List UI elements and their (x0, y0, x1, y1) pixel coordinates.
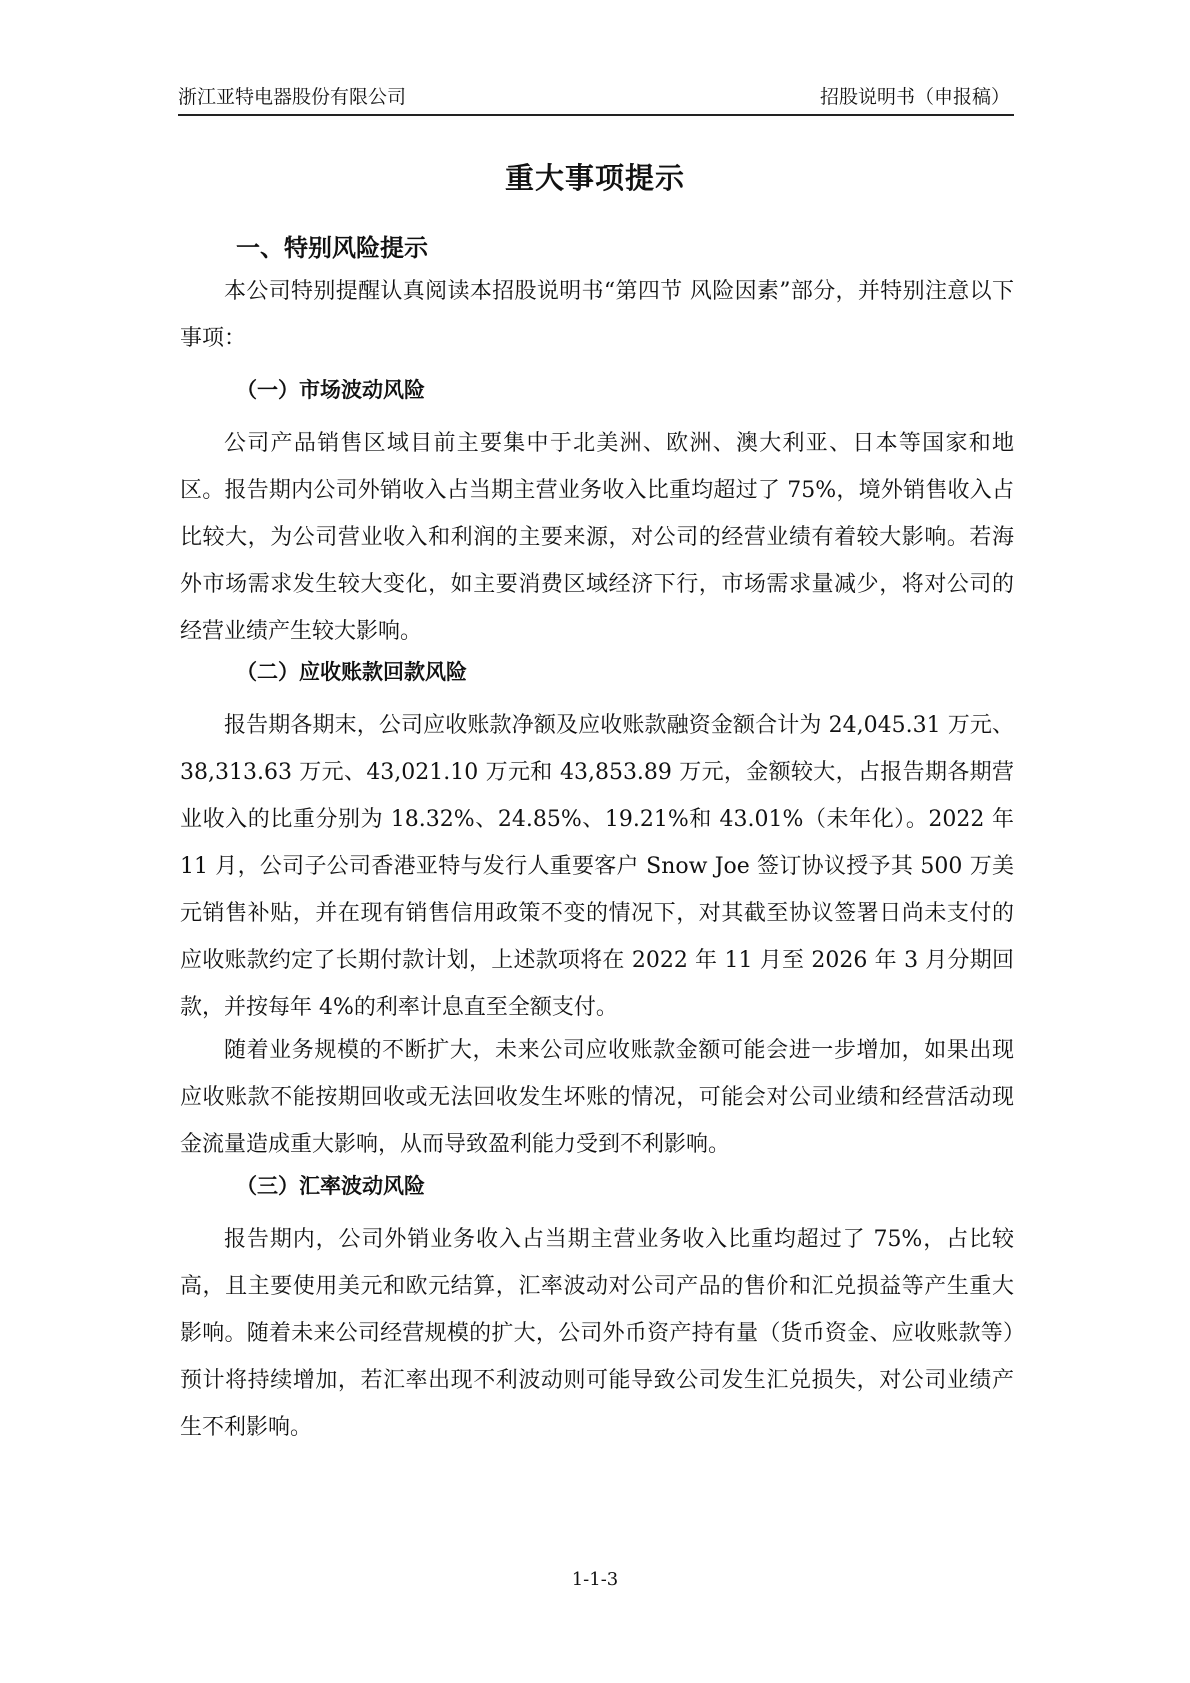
subsection-heading-exchange-rate-risk: （三）汇率波动风险 (236, 1174, 425, 1198)
document-title: 重大事项提示 (504, 161, 685, 195)
market-risk-paragraph: 公司产品销售区域目前主要集中于北美洲、欧洲、澳大利亚、日本等国家和地区。报告期内公司外销收入占当期主营业务收入比重均超过了 75%，境外销售收入占比较大，为公司营业收入和利润的主要来源，对公司的经营业绩有着较大影响。若海外市场需求发生较大变化，如主要消费区域经济下行，市场需求量减少，将对公司的经营业绩产生较大影响。 (180, 431, 1014, 644)
page-number: 1-1-3 (571, 1569, 619, 1590)
exchange-rate-risk-paragraph: 报告期内，公司外销业务收入占当期主营业务收入比重均超过了 75%，占比较高，且主要使用美元和欧元结算，汇率波动对公司产品的售价和汇兑损益等产生重大影响。随着未来公司经营规模的扩大，公司外币资产持有量（货币资金、应收账款等）预计将持续增加，若汇率出现不利波动则可能导致公司发生汇兑损失，对公司业绩产生不利影响。 (180, 1227, 1014, 1440)
subsection-heading-market-risk: （一）市场波动风险 (236, 378, 425, 402)
receivables-risk-paragraph-2: 随着业务规模的不断扩大，未来公司应收账款金额可能会进一步增加，如果出现应收账款不能按期回收或无法回收发生坏账的情况，可能会对公司业绩和经营活动现金流量造成重大影响，从而导致盈利能力受到不利影响。 (180, 1038, 1014, 1157)
page-header (178, 84, 1014, 116)
subsection-heading-receivables-risk: （二）应收账款回款风险 (236, 660, 467, 684)
section-heading-special-risks: 一、特别风险提示 (236, 234, 428, 262)
header-document-type: 招股说明书（申报稿） (819, 86, 1010, 108)
receivables-risk-paragraph-1: 报告期各期末，公司应收账款净额及应收账款融资金额合计为 24,045.31 万元、38,313.63 万元、43,021.10 万元和 43,853.89 万元，金额较大，占报告期各期营业收入的比重分别为 18.32%、24.85%、19.21%和 43.01%（未年化）。2022 年 11 月，公司子公司香港亚特与发行人重要客户 Snow Joe 签订协议授予其 500 万美元销售补贴，并在现有销售信用政策不变的情况下，对其截至协议签署日尚未支付的应收账款约定了长期付款计划，上述款项将在 2022 年 11 月至 2026 年 3 月分期回款，并按每年 4%的利率计息直至全额支付。 (180, 713, 1014, 1020)
intro-paragraph: 本公司特别提醒认真阅读本招股说明书“第四节 风险因素”部分，并特别注意以下事项： (180, 279, 1014, 351)
header-company-name: 浙江亚特电器股份有限公司 (178, 86, 407, 108)
